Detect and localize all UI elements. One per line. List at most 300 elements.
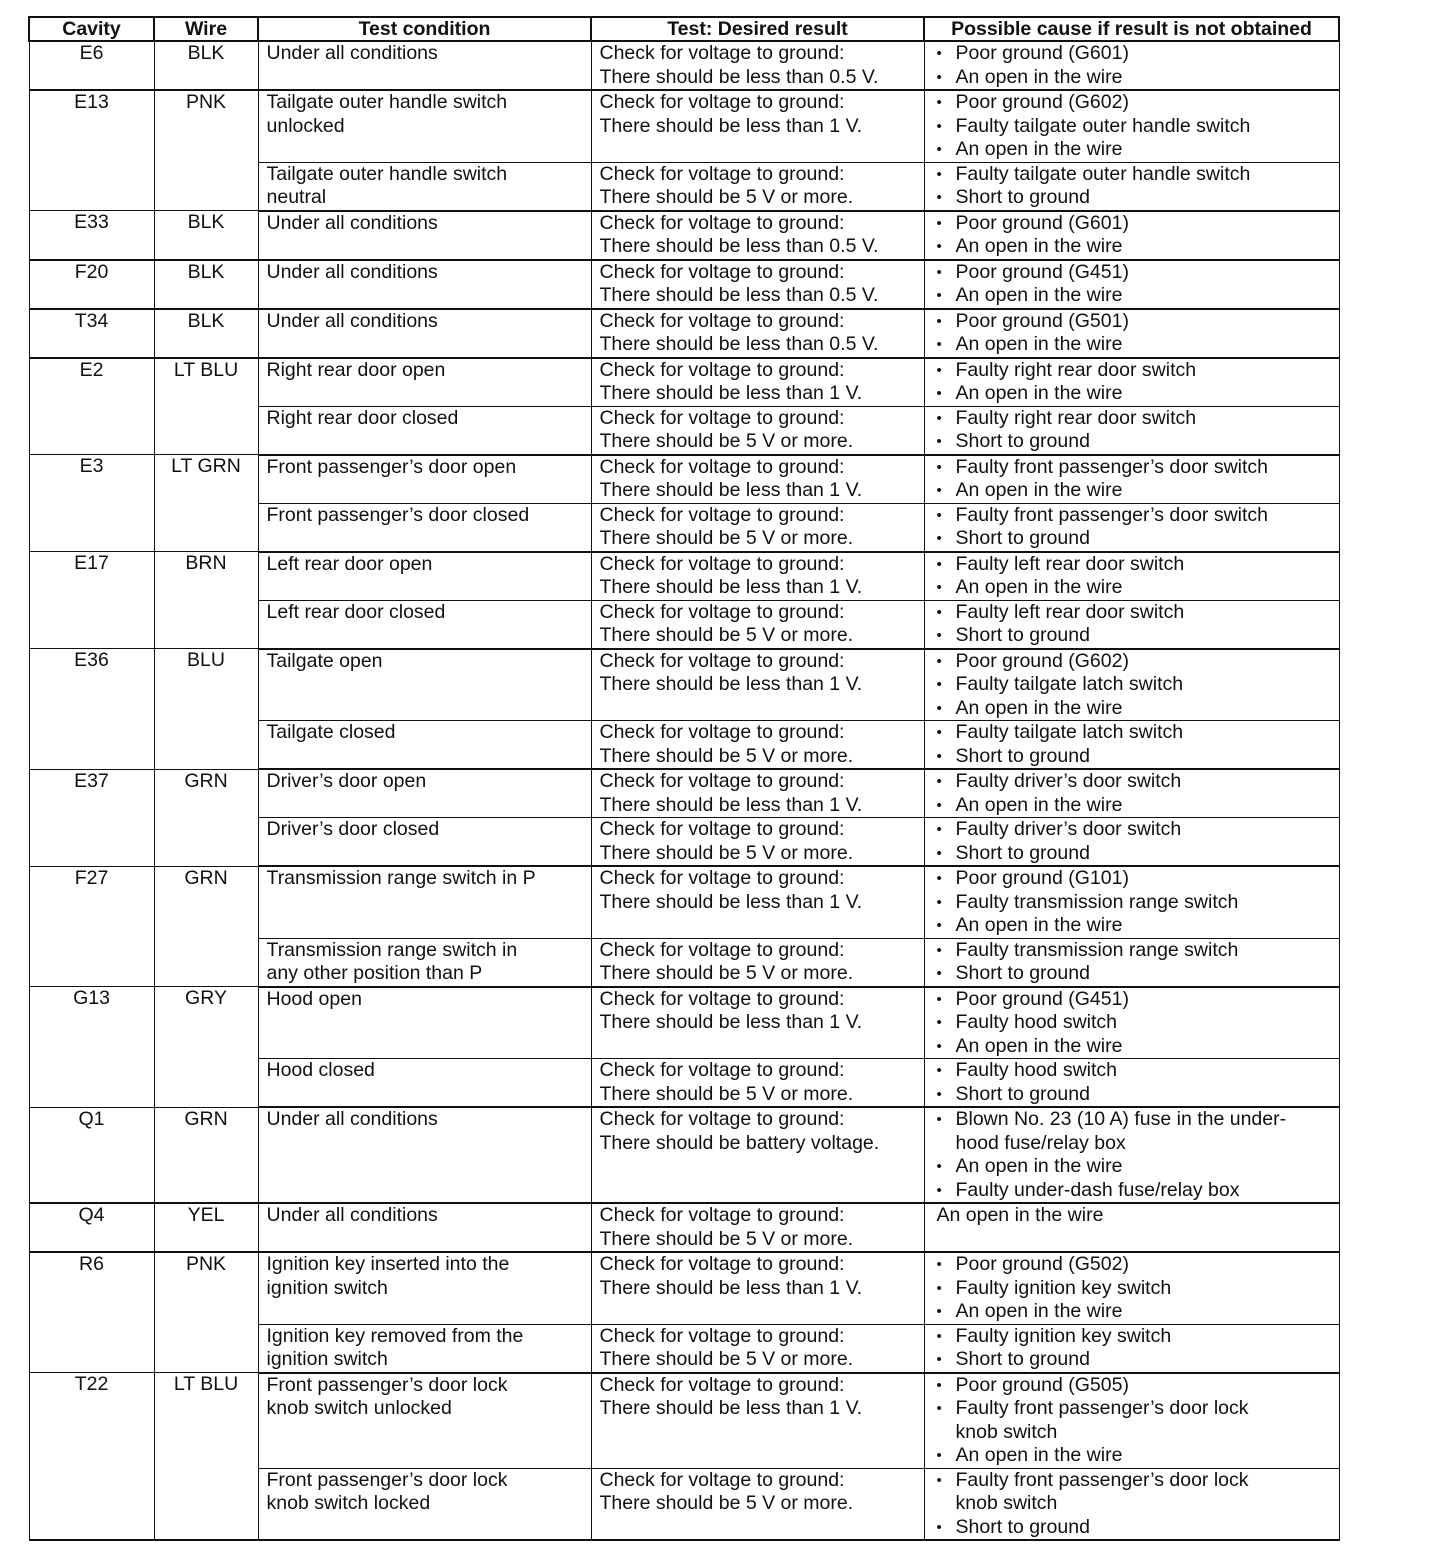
possible-cause-list — [937, 407, 1331, 454]
possible-cause-item: • An open in the wire — [937, 1444, 1331, 1468]
possible-cause-list — [937, 1253, 1331, 1324]
possible-cause-item: • Faulty left rear door switch — [937, 553, 1331, 577]
header-desired-result: Test: Desired result — [591, 17, 924, 41]
desired-result-line: There should be 5 V or more. — [599, 1082, 854, 1105]
wire-color-cell: GRN — [154, 866, 258, 987]
possible-cause-item: • Faulty hood switch — [937, 1011, 1331, 1035]
possible-cause-list — [937, 553, 1331, 600]
wire-color-cell: BLK — [154, 41, 258, 90]
cavity-cell: E6 — [29, 41, 154, 90]
test-condition-line: knob switch unlocked — [266, 1397, 452, 1419]
desired-result-cell — [591, 721, 924, 770]
desired-result-line: There should be less than 0.5 V. — [599, 235, 879, 257]
test-condition-cell — [258, 600, 591, 649]
possible-cause-cell — [924, 309, 1339, 358]
desired-result-line: There should be less than 1 V. — [599, 576, 863, 598]
test-condition-line: Front passenger’s door open — [266, 455, 517, 478]
possible-cause-list — [937, 1325, 1331, 1372]
table-row — [29, 1373, 1339, 1469]
possible-cause-item: • An open in the wire — [937, 235, 1331, 259]
wire-color-cell: GRN — [154, 769, 258, 866]
possible-cause-cell — [924, 406, 1339, 455]
test-condition-line: Left rear door open — [266, 552, 433, 575]
possible-cause-item: • Faulty tailgate latch switch — [937, 673, 1331, 697]
possible-cause-cell — [924, 41, 1339, 90]
wire-color-cell: BLK — [154, 260, 258, 309]
possible-cause-cell — [924, 600, 1339, 649]
desired-result-line: There should be less than 1 V. — [599, 890, 863, 913]
possible-cause-cell — [924, 211, 1339, 260]
test-condition-line: Under all conditions — [266, 1108, 438, 1130]
desired-result-cell — [591, 987, 924, 1059]
cavity-cell: R6 — [29, 1252, 154, 1373]
table-row — [29, 1203, 1339, 1252]
possible-cause-item: • Faulty transmission range switch — [937, 891, 1331, 915]
header-possible-cause: Possible cause if result is not obtained — [924, 17, 1339, 41]
cavity-cell: T22 — [29, 1373, 154, 1541]
cavity-cell: E13 — [29, 90, 154, 211]
table-row — [29, 769, 1339, 818]
possible-cause-item: • Short to ground — [937, 624, 1331, 648]
test-condition-line: Front passenger’s door lock — [266, 1468, 508, 1491]
possible-cause-item: • Poor ground (G451) — [937, 988, 1331, 1012]
possible-cause-list — [937, 456, 1331, 503]
desired-result-line: Check for voltage to ground: — [599, 721, 845, 743]
test-condition-line: Under all conditions — [266, 309, 438, 332]
possible-cause-cell — [924, 938, 1339, 987]
possible-cause-list — [937, 504, 1331, 551]
desired-result-line: There should be 5 V or more. — [599, 1227, 854, 1250]
possible-cause-list — [937, 42, 1331, 89]
possible-cause-cell — [924, 1059, 1339, 1108]
possible-cause-item: • Poor ground (G451) — [937, 261, 1331, 285]
possible-cause-item: • Faulty hood switch — [937, 1059, 1331, 1083]
possible-cause-cell — [924, 552, 1339, 601]
cavity-cell: E36 — [29, 649, 154, 770]
table-row — [29, 455, 1339, 504]
desired-result-line: Check for voltage to ground: — [599, 455, 845, 478]
header-row — [29, 17, 1339, 41]
test-condition-line: neutral — [266, 186, 327, 208]
test-condition-cell — [258, 211, 591, 260]
possible-cause-item: • An open in the wire — [937, 794, 1331, 818]
table-body — [29, 41, 1339, 1540]
desired-result-cell — [591, 1468, 924, 1540]
test-condition-cell — [258, 503, 591, 552]
wire-color-cell: LT BLU — [154, 358, 258, 455]
desired-result-line: There should be less than 1 V. — [599, 382, 863, 404]
test-condition-line: Tailgate closed — [266, 721, 396, 743]
desired-result-line: There should be less than 1 V. — [599, 479, 863, 501]
desired-result-line: Check for voltage to ground: — [599, 1059, 845, 1081]
desired-result-cell — [591, 309, 924, 358]
desired-result-cell — [591, 1324, 924, 1373]
test-condition-cell — [258, 90, 591, 162]
test-condition-line: Front passenger’s door lock — [266, 1373, 508, 1396]
desired-result-line: There should be less than 1 V. — [599, 1011, 863, 1033]
possible-cause-item: • Faulty front passenger’s door lock — [937, 1397, 1331, 1421]
desired-result-line: Check for voltage to ground: — [599, 406, 845, 429]
desired-result-cell — [591, 406, 924, 455]
possible-cause-cell — [924, 1468, 1339, 1540]
possible-cause-item: • Faulty tailgate latch switch — [937, 721, 1331, 745]
test-condition-line: ignition switch — [266, 1276, 388, 1299]
test-condition-cell — [258, 866, 591, 938]
possible-cause-cell — [924, 1373, 1339, 1469]
cavity-cell: E37 — [29, 769, 154, 866]
test-condition-line: Tailgate outer handle switch — [266, 91, 508, 113]
test-condition-cell — [258, 1468, 591, 1540]
desired-result-line: Check for voltage to ground: — [599, 309, 845, 332]
desired-result-cell — [591, 938, 924, 987]
possible-cause-item: • An open in the wire — [937, 697, 1331, 721]
desired-result-line: There should be 5 V or more. — [599, 430, 854, 452]
possible-cause-item: • Poor ground (G505) — [937, 1374, 1331, 1398]
desired-result-line: There should be 5 V or more. — [599, 1348, 854, 1370]
test-condition-line: Tailgate open — [266, 649, 383, 672]
test-condition-cell — [258, 818, 591, 867]
desired-result-cell — [591, 41, 924, 90]
test-condition-cell — [258, 1107, 591, 1203]
possible-cause-item: • An open in the wire — [937, 66, 1331, 90]
possible-cause-cell — [924, 769, 1339, 818]
test-condition-line: knob switch locked — [266, 1492, 431, 1514]
possible-cause-list — [937, 601, 1331, 648]
possible-cause-cell — [924, 649, 1339, 721]
desired-result-cell — [591, 769, 924, 818]
possible-cause-item: • Short to ground — [937, 842, 1331, 866]
desired-result-line: Check for voltage to ground: — [599, 91, 845, 113]
desired-result-line: Check for voltage to ground: — [599, 938, 845, 961]
table-row — [29, 41, 1339, 90]
test-condition-line: Under all conditions — [266, 1204, 438, 1226]
desired-result-cell — [591, 162, 924, 211]
possible-cause-cell — [924, 987, 1339, 1059]
test-condition-line: Under all conditions — [266, 211, 438, 234]
possible-cause-item: • An open in the wire — [937, 479, 1331, 503]
wire-color-cell: LT BLU — [154, 1373, 258, 1541]
possible-cause-item: • Short to ground — [937, 1083, 1331, 1107]
possible-cause-list — [937, 939, 1331, 986]
possible-cause-list — [937, 1108, 1331, 1202]
table-row — [29, 309, 1339, 358]
test-condition-cell — [258, 1324, 591, 1373]
possible-cause-list — [937, 163, 1331, 210]
possible-cause-list — [937, 261, 1331, 308]
desired-result-line: Check for voltage to ground: — [599, 1468, 845, 1491]
possible-cause-continuation: knob switch — [955, 1492, 1058, 1514]
possible-cause-item: • Poor ground (G601) — [937, 212, 1331, 236]
possible-cause-list — [937, 818, 1331, 865]
desired-result-cell — [591, 1107, 924, 1203]
test-condition-cell — [258, 769, 591, 818]
possible-cause-list — [937, 359, 1331, 406]
test-condition-line: Ignition key inserted into the — [266, 1253, 510, 1275]
wire-color-cell: YEL — [154, 1203, 258, 1252]
cavity-cell: F27 — [29, 866, 154, 987]
possible-cause-item: • Short to ground — [937, 527, 1331, 551]
possible-cause-item: • An open in the wire — [937, 1300, 1331, 1324]
possible-cause-list — [937, 1469, 1331, 1540]
wire-color-cell: LT GRN — [154, 455, 258, 552]
desired-result-line: There should be less than 0.5 V. — [599, 333, 879, 355]
test-condition-cell — [258, 987, 591, 1059]
desired-result-line: Check for voltage to ground: — [599, 162, 845, 185]
desired-result-cell — [591, 818, 924, 867]
possible-cause-continuation: knob switch — [955, 1420, 1058, 1443]
table-row — [29, 90, 1339, 162]
possible-cause-item: • Faulty front passenger’s door switch — [937, 456, 1331, 480]
test-condition-cell — [258, 406, 591, 455]
desired-result-line: Check for voltage to ground: — [599, 552, 845, 575]
possible-cause-cell — [924, 1324, 1339, 1373]
desired-result-line: There should be 5 V or more. — [599, 841, 854, 864]
test-condition-line: Front passenger’s door closed — [266, 503, 530, 526]
possible-cause-item: • Faulty left rear door switch — [937, 601, 1331, 625]
possible-cause-item: • Faulty driver’s door switch — [937, 818, 1331, 842]
test-condition-line: Under all conditions — [266, 260, 438, 283]
desired-result-line: Check for voltage to ground: — [599, 503, 845, 526]
test-condition-cell — [258, 41, 591, 90]
desired-result-line: Check for voltage to ground: — [599, 1373, 845, 1396]
possible-cause-item: • Faulty tailgate outer handle switch — [937, 163, 1331, 187]
table-row — [29, 866, 1339, 938]
test-condition-line: Right rear door open — [266, 358, 446, 381]
table-row — [29, 649, 1339, 721]
cavity-cell: Q4 — [29, 1203, 154, 1252]
possible-cause-item: • Blown No. 23 (10 A) fuse in the under- — [937, 1108, 1331, 1132]
desired-result-line: There should be 5 V or more. — [599, 527, 854, 549]
test-condition-cell — [258, 552, 591, 601]
test-condition-line: Driver’s door closed — [266, 818, 440, 840]
desired-result-line: Check for voltage to ground: — [599, 987, 845, 1010]
test-condition-line: Left rear door closed — [266, 600, 446, 623]
test-condition-line: Hood closed — [266, 1059, 375, 1081]
possible-cause-item: • Poor ground (G502) — [937, 1253, 1331, 1277]
possible-cause-item: • Short to ground — [937, 186, 1331, 210]
cavity-cell: F20 — [29, 260, 154, 309]
possible-cause-cell — [924, 455, 1339, 504]
test-condition-line: Right rear door closed — [266, 406, 459, 429]
possible-cause-item: • Poor ground (G101) — [937, 867, 1331, 891]
possible-cause-item: • An open in the wire — [937, 1155, 1331, 1179]
possible-cause-list — [937, 1374, 1331, 1468]
cavity-cell: E3 — [29, 455, 154, 552]
test-condition-line: Tailgate outer handle switch — [266, 162, 508, 185]
possible-cause-item: • Faulty front passenger’s door switch — [937, 504, 1331, 528]
wire-color-cell: GRY — [154, 987, 258, 1108]
cavity-cell: T34 — [29, 309, 154, 358]
possible-cause-list — [937, 1204, 1331, 1228]
desired-result-line: Check for voltage to ground: — [599, 867, 845, 889]
cavity-cell: E17 — [29, 552, 154, 649]
desired-result-line: Check for voltage to ground: — [599, 211, 845, 234]
test-condition-cell — [258, 1059, 591, 1108]
desired-result-line: Check for voltage to ground: — [599, 1253, 845, 1275]
possible-cause-cell — [924, 90, 1339, 162]
header-wire: Wire — [154, 17, 258, 41]
possible-cause-cell — [924, 818, 1339, 867]
possible-cause-item: • Short to ground — [937, 1348, 1331, 1372]
test-condition-line: Transmission range switch in P — [266, 867, 536, 889]
test-condition-cell — [258, 721, 591, 770]
desired-result-line: There should be less than 1 V. — [599, 1397, 863, 1419]
wire-color-cell: PNK — [154, 90, 258, 211]
desired-result-cell — [591, 552, 924, 601]
possible-cause-item: • Poor ground (G601) — [937, 42, 1331, 66]
possible-cause-item: • Faulty under-dash fuse/relay box — [937, 1179, 1331, 1203]
possible-cause-list — [937, 988, 1331, 1059]
possible-cause-text: An open in the wire — [936, 1204, 1104, 1226]
cavity-cell: E33 — [29, 211, 154, 260]
desired-result-line: There should be 5 V or more. — [599, 744, 854, 767]
table-row — [29, 211, 1339, 260]
test-condition-cell — [258, 1252, 591, 1324]
possible-cause-item: • Faulty right rear door switch — [937, 359, 1331, 383]
possible-cause-cell — [924, 1203, 1339, 1252]
test-condition-line: Under all conditions — [266, 42, 438, 64]
possible-cause-cell — [924, 358, 1339, 407]
table-row — [29, 1107, 1339, 1203]
desired-result-line: There should be less than 0.5 V. — [599, 65, 879, 88]
cavity-cell: E2 — [29, 358, 154, 455]
possible-cause-item: • Faulty transmission range switch — [937, 939, 1331, 963]
possible-cause-cell — [924, 260, 1339, 309]
test-condition-cell — [258, 938, 591, 987]
test-condition-cell — [258, 1203, 591, 1252]
possible-cause-cell — [924, 866, 1339, 938]
desired-result-line: There should be less than 1 V. — [599, 673, 863, 695]
desired-result-line: Check for voltage to ground: — [599, 1324, 845, 1347]
desired-result-line: Check for voltage to ground: — [599, 770, 845, 792]
table-row — [29, 987, 1339, 1059]
possible-cause-item: • An open in the wire — [937, 284, 1331, 308]
test-condition-cell — [258, 260, 591, 309]
test-condition-cell — [258, 162, 591, 211]
possible-cause-continuation: hood fuse/relay box — [955, 1131, 1126, 1154]
desired-result-line: Check for voltage to ground: — [599, 42, 845, 64]
wire-color-cell: BLK — [154, 309, 258, 358]
desired-result-cell — [591, 358, 924, 407]
possible-cause-list — [937, 212, 1331, 259]
possible-cause-item: • An open in the wire — [937, 138, 1331, 162]
desired-result-cell — [591, 1059, 924, 1108]
desired-result-line: There should be less than 1 V. — [599, 1276, 863, 1299]
wire-color-cell: BRN — [154, 552, 258, 649]
desired-result-line: Check for voltage to ground: — [599, 358, 845, 381]
possible-cause-item: • Poor ground (G602) — [937, 91, 1331, 115]
wire-color-cell: PNK — [154, 1252, 258, 1373]
possible-cause-cell — [924, 1107, 1339, 1203]
desired-result-line: There should be 5 V or more. — [599, 1492, 854, 1514]
table-row — [29, 358, 1339, 407]
table-row — [29, 552, 1339, 601]
possible-cause-cell — [924, 162, 1339, 211]
test-condition-line: Ignition key removed from the — [266, 1324, 524, 1347]
desired-result-cell — [591, 866, 924, 938]
possible-cause-item: • Faulty tailgate outer handle switch — [937, 115, 1331, 139]
possible-cause-cell — [924, 503, 1339, 552]
possible-cause-list — [937, 721, 1331, 768]
desired-result-cell — [591, 600, 924, 649]
wire-color-cell: GRN — [154, 1107, 258, 1203]
possible-cause-item: • An open in the wire — [937, 333, 1331, 357]
troubleshooting-table — [28, 16, 1340, 1541]
possible-cause-item: • Short to ground — [937, 1516, 1331, 1540]
desired-result-line: There should be less than 1 V. — [599, 793, 863, 816]
desired-result-line: Check for voltage to ground: — [599, 600, 845, 623]
possible-cause-item: • Faulty front passenger’s door lock — [937, 1469, 1331, 1493]
desired-result-line: There should be less than 1 V. — [599, 114, 863, 137]
test-condition-cell — [258, 309, 591, 358]
test-condition-line: Transmission range switch in — [266, 938, 518, 961]
desired-result-line: Check for voltage to ground: — [599, 1204, 845, 1226]
possible-cause-item: • An open in the wire — [937, 382, 1331, 406]
desired-result-line: Check for voltage to ground: — [599, 1108, 845, 1130]
desired-result-line: There should be 5 V or more. — [599, 962, 854, 984]
possible-cause-cell — [924, 721, 1339, 770]
possible-cause-item: • An open in the wire — [937, 1035, 1331, 1059]
possible-cause-item: • Short to ground — [937, 745, 1331, 769]
desired-result-cell — [591, 1203, 924, 1252]
test-condition-cell — [258, 455, 591, 504]
possible-cause-item: • Short to ground — [937, 430, 1331, 454]
possible-cause-item: • Faulty ignition key switch — [937, 1325, 1331, 1349]
table-row — [29, 1252, 1339, 1324]
desired-result-line: Check for voltage to ground: — [599, 260, 845, 283]
header-cavity: Cavity — [29, 17, 154, 41]
desired-result-cell — [591, 90, 924, 162]
test-condition-line: ignition switch — [266, 1348, 388, 1370]
desired-result-line: Check for voltage to ground: — [599, 649, 845, 672]
wire-color-cell: BLU — [154, 649, 258, 770]
possible-cause-item: • Poor ground (G602) — [937, 650, 1331, 674]
test-condition-cell — [258, 1373, 591, 1469]
wire-color-cell: BLK — [154, 211, 258, 260]
desired-result-cell — [591, 1252, 924, 1324]
test-condition-cell — [258, 358, 591, 407]
possible-cause-item: • Faulty driver’s door switch — [937, 770, 1331, 794]
possible-cause-item: • An open in the wire — [937, 914, 1331, 938]
desired-result-line: There should be less than 0.5 V. — [599, 284, 879, 306]
possible-cause-item: • Faulty right rear door switch — [937, 407, 1331, 431]
header-test-condition: Test condition — [258, 17, 591, 41]
desired-result-cell — [591, 503, 924, 552]
cavity-cell: Q1 — [29, 1107, 154, 1203]
possible-cause-item: • Short to ground — [937, 962, 1331, 986]
desired-result-cell — [591, 649, 924, 721]
cavity-cell: G13 — [29, 987, 154, 1108]
test-condition-line: unlocked — [266, 114, 345, 137]
table-row — [29, 260, 1339, 309]
possible-cause-list — [937, 91, 1331, 162]
possible-cause-list — [937, 1059, 1331, 1106]
possible-cause-list — [937, 867, 1331, 938]
test-condition-line: Hood open — [266, 987, 362, 1010]
possible-cause-list — [937, 310, 1331, 357]
possible-cause-item: • Faulty ignition key switch — [937, 1277, 1331, 1301]
possible-cause-cell — [924, 1252, 1339, 1324]
troubleshooting-table-container — [28, 16, 1338, 1541]
desired-result-cell — [591, 1373, 924, 1469]
desired-result-cell — [591, 211, 924, 260]
possible-cause-item: • An open in the wire — [937, 576, 1331, 600]
possible-cause-list — [937, 770, 1331, 817]
desired-result-line: Check for voltage to ground: — [599, 818, 845, 840]
possible-cause-list — [937, 650, 1331, 721]
test-condition-cell — [258, 649, 591, 721]
test-condition-line: any other position than P — [266, 962, 483, 984]
